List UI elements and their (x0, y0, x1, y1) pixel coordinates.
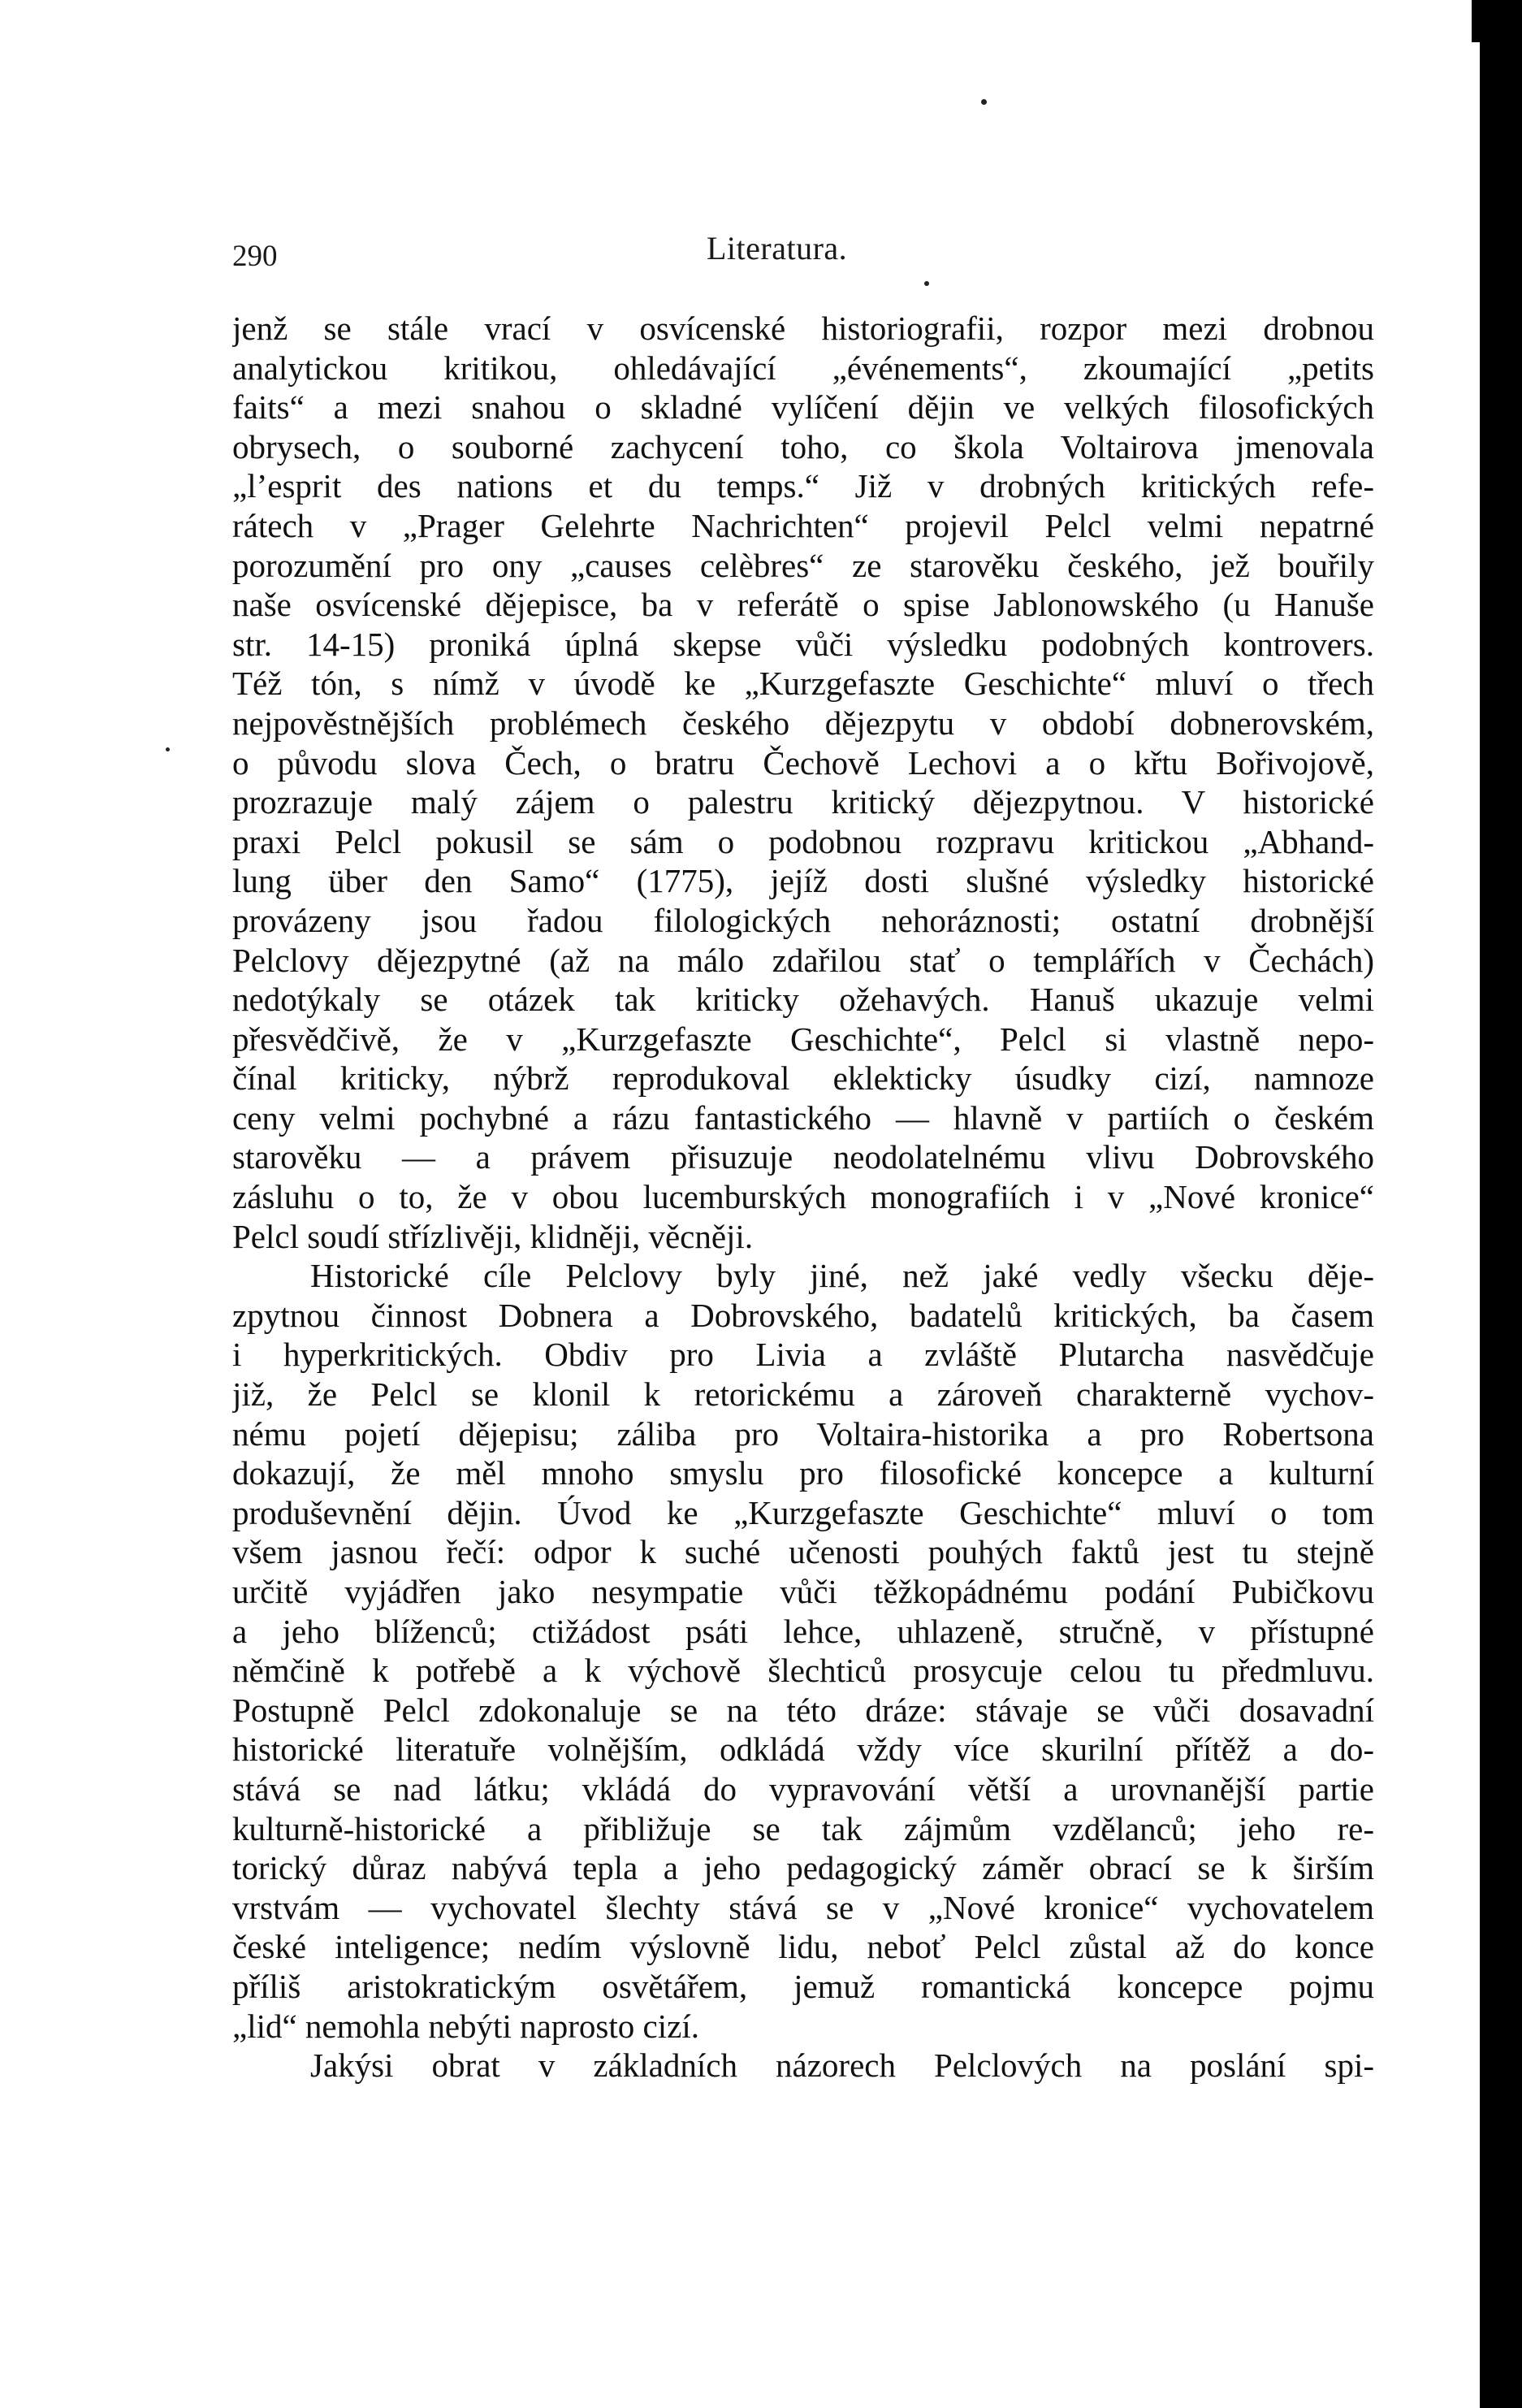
text-line: nejpověstnějších problémech českého dějezpytu v období dobnerovském, (232, 704, 1374, 742)
text-line: nému pojetí dějepisu; záliba pro Voltaira-historika a pro Robertsona (232, 1414, 1374, 1453)
text-line: Pelcl soudí střízlivěji, klidněji, věcněji. (232, 1217, 754, 1255)
text-line: porozumění pro ony „causes celèbres“ ze starověku českého, jež bouřily (232, 546, 1374, 584)
text-line: vrstvám — vychovatel šlechty stává se v „Nové kronice“ vychovatelem (232, 1888, 1374, 1926)
text-line: Pelclovy dějezpytné (až na málo zdařilou stať o templářích v Čechách) (232, 941, 1374, 979)
text-line: Historické cíle Pelclovy byly jiné, než jaké vedly všecku děje- (310, 1257, 1374, 1295)
text-line: analytickou kritikou, ohledávající „événements“, zkoumající „petits (232, 349, 1374, 387)
text-line: o původu slova Čech, o bratru Čechově Lechovi a o křtu Bořivojově, (232, 743, 1374, 782)
text-line: obrysech, o souborné zachycení toho, co škola Voltairova jmenovala (232, 427, 1374, 466)
text-line: prozrazuje malý zájem o palestru kritický dějezpytnou. V historické (232, 783, 1374, 821)
text-line: „lid“ nemohla nebýti naprosto cizí. (232, 2007, 699, 2045)
text-line: praxi Pelcl pokusil se sám o podobnou rozpravu kritickou „Abhand- (232, 822, 1374, 860)
text-line: němčině k potřebě a k výchově šlechticů prosycuje celou tu předmluvu. (232, 1652, 1374, 1690)
text-line: starověku — a právem přisuzuje neodolatelnému vlivu Dobrovského (232, 1138, 1374, 1176)
scan-border (1480, 0, 1522, 2408)
text-line: nedotýkaly se otázek tak kriticky ožehavých. Hanuš ukazuje velmi (232, 981, 1374, 1019)
text-line: všem jasnou řečí: odpor k suché učenosti pouhých faktů jest tu stejně (232, 1533, 1374, 1571)
scan-corner-mark (1472, 0, 1483, 42)
text-line: ceny velmi pochybné a rázu fantastického — hlavně v partiích o českém (232, 1098, 1374, 1137)
text-line: Postupně Pelcl zdokonaluje se na této dráze: stávaje se vůči dosavadní (232, 1691, 1374, 1729)
scan-speck (981, 99, 987, 105)
scan-speck (924, 281, 929, 286)
text-line: zpytnou činnost Dobnera a Dobrovského, badatelů kritických, ba časem (232, 1296, 1374, 1334)
text-line: naše osvícenské dějepisce, ba v referátě o spise Jablonowského (u Hanuše (232, 586, 1374, 624)
text-line: torický důraz nabývá tepla a jeho pedagogický záměr obrací se k širším (232, 1849, 1374, 1887)
text-line: již, že Pelcl se klonil k retorickému a zároveň charakterně vychov- (232, 1375, 1374, 1414)
text-line: přesvědčivě, že v „Kurzgefaszte Geschichte“, Pelcl si vlastně nepo- (232, 1020, 1374, 1058)
body-text (232, 309, 1374, 2085)
text-line: historické literatuře volnějším, odkládá vždy více skurilní přítěž a do- (232, 1730, 1374, 1769)
text-line: produševnění dějin. Úvod ke „Kurzgefaszte Geschichte“ mluví o tom (232, 1493, 1374, 1531)
page-number: 290 (232, 240, 278, 273)
text-line: dokazují, že měl mnoho smyslu pro filosofické koncepce a kulturní (232, 1454, 1374, 1492)
text-line: čínal kriticky, nýbrž reprodukoval eklekticky úsudky cizí, namnoze (232, 1059, 1374, 1098)
text-line: a jeho blíženců; ctižádost psáti lehce, uhlazeně, stručně, v přístupné (232, 1612, 1374, 1650)
text-line: i hyperkritických. Obdiv pro Livia a zvláště Plutarcha nasvědčuje (232, 1336, 1374, 1374)
text-line: české inteligence; nedím výslovně lidu, neboť Pelcl zůstal až do konce (232, 1928, 1374, 1966)
scan-speck (166, 747, 170, 751)
text-line: jenž se stále vrací v osvícenské historiografii, rozpor mezi drobnou (232, 310, 1374, 347)
text-line: Jakýsi obrat v základních názorech Pelclových na poslání spi- (310, 2046, 1374, 2085)
text-line: lung über den Samo“ (1775), jejíž dosti slušné výsledky historické (232, 862, 1374, 900)
text-line: Též tón, s nímž v úvodě ke „Kurzgefaszte Geschichte“ mluví o třech (232, 665, 1374, 703)
text-line: str. 14-15) proniká úplná skepse vůči výsledku podobných kontrovers. (232, 625, 1374, 663)
text-line: rátech v „Prager Gelehrte Nachrichten“ projevil Pelcl velmi nepatrné (232, 506, 1374, 544)
text-line: zásluhu o to, že v obou lucemburských monografiích i v „Nové kronice“ (232, 1178, 1374, 1216)
text-line: provázeny jsou řadou filologických nehoráznosti; ostatní drobnější (232, 901, 1374, 939)
text-line: určitě vyjádřen jako nesympatie vůči těžkopádnému podání Pubičkovu (232, 1573, 1374, 1610)
text-line: příliš aristokratickým osvětářem, jemuž romantická koncepce pojmu (232, 1967, 1374, 2005)
text-line: „l’esprit des nations et du temps.“ Již v drobných kritických refe- (232, 467, 1374, 505)
text-line: faits“ a mezi snahou o skladné vylíčení dějin ve velkých filosofických (232, 388, 1374, 427)
running-head: Literatura. (707, 230, 848, 266)
text-line: stává se nad látku; vkládá do vypravování větší a urovnanější partie (232, 1769, 1374, 1808)
text-line: kulturně-historické a přibližuje se tak zájmům vzdělanců; jeho re- (232, 1809, 1374, 1847)
